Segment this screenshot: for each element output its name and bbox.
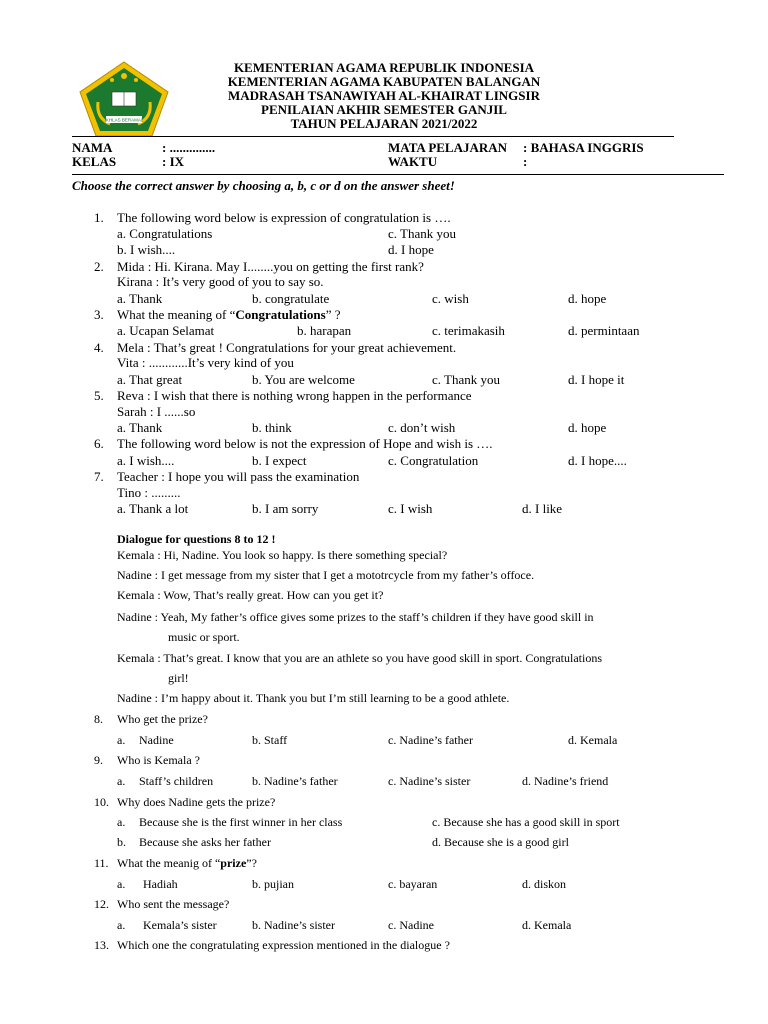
dialogue-line: Reva : I wish that there is nothing wrong happen in the performance — [117, 388, 472, 403]
dialogue-title: Dialogue for questions 8 to 12 ! — [117, 532, 276, 546]
header-line-5: TAHUN PELAJARAN 2021/2022 — [290, 116, 478, 131]
question-number: 11. — [94, 856, 109, 870]
kelas-value: : IX — [162, 154, 185, 169]
option-c: c. Nadine’s sister — [388, 774, 471, 788]
dialogue-line: music or sport. — [168, 630, 240, 644]
option-a-letter: a. — [117, 918, 126, 932]
option-d: d. hope — [568, 420, 607, 435]
option-c: c. I wish — [388, 501, 433, 516]
question-text: Who is Kemala ? — [117, 753, 200, 767]
option-d: d. I hope — [388, 242, 434, 257]
question-text: Which one the congratulating expression mentioned in the dialogue ? — [117, 938, 450, 952]
header-divider — [72, 136, 674, 137]
option-b: b. Nadine’s father — [252, 774, 338, 788]
option-a-letter: a. — [117, 733, 126, 747]
question-number: 6. — [94, 436, 104, 451]
option-a: a. Ucapan Selamat — [117, 323, 215, 338]
option-a: a. Thank — [117, 420, 163, 435]
dialogue-line: Teacher : I hope you will pass the examination — [117, 469, 360, 484]
dialogue-line: Kemala : Hi, Nadine. You look so happy. Is there something special? — [117, 548, 448, 562]
header-line-3: MADRASAH TSANAWIYAH AL-KHAIRAT LINGSIR — [228, 88, 540, 103]
question-number: 1. — [94, 210, 104, 225]
question-number: 5. — [94, 388, 104, 403]
option-b: b. congratulate — [252, 291, 330, 306]
question-number: 13. — [94, 938, 109, 952]
question-number: 4. — [94, 340, 104, 355]
question-number: 10. — [94, 795, 109, 809]
option-b: b. think — [252, 420, 292, 435]
option-b: Because she asks her father — [139, 835, 271, 849]
option-d: d. I like — [522, 501, 563, 516]
option-d: d. I hope it — [568, 372, 625, 387]
header-line-2: KEMENTERIAN AGAMA KABUPATEN BALANGAN — [227, 74, 541, 89]
question-number: 7. — [94, 469, 104, 484]
option-c: c. bayaran — [388, 877, 438, 891]
question-number: 3. — [94, 307, 104, 322]
dialogue-line: Kirana : It’s very good of you to say so. — [117, 274, 324, 289]
option-a: a. That great — [117, 372, 183, 387]
nama-label: NAMA — [72, 140, 113, 155]
nama-value: : .............. — [162, 140, 216, 155]
option-a: Hadiah — [143, 877, 178, 891]
option-b: b. harapan — [297, 323, 352, 338]
question-number: 12. — [94, 897, 109, 911]
dialogue-line: girl! — [168, 671, 189, 685]
question-number: 9. — [94, 753, 103, 767]
question-text: What the meanig of “prize”? — [117, 856, 257, 870]
option-d: d. Nadine’s friend — [522, 774, 609, 788]
option-d: d. Kemala — [522, 918, 572, 932]
option-a: Because she is the first winner in her class — [139, 815, 343, 829]
dialogue-line: Kemala : That’s great. I know that you are an athlete so you have good skill in sport. Congratulations — [117, 651, 603, 665]
option-a-letter: a. — [117, 815, 126, 829]
option-b-letter: b. — [117, 835, 126, 849]
option-b: b. Nadine’s sister — [252, 918, 335, 932]
dialogue-line: Kemala : Wow, That’s really great. How can you get it? — [117, 588, 384, 602]
option-c: c. Thank you — [388, 226, 456, 241]
option-a-letter: a. — [117, 774, 126, 788]
option-c: c. Nadine’s father — [388, 733, 473, 747]
option-b: b. I am sorry — [252, 501, 319, 516]
question-text: The following word below is not the expression of Hope and wish is …. — [117, 436, 493, 451]
option-d: d. Because she is a good girl — [432, 835, 569, 849]
option-b: b. Staff — [252, 733, 288, 747]
option-a: a. I wish.... — [117, 453, 175, 468]
option-c: c. don’t wish — [388, 420, 456, 435]
option-b: b. I wish.... — [117, 242, 176, 257]
option-b: b. I expect — [252, 453, 307, 468]
dialogue-line: Nadine : I get message from my sister that I get a mototrcycle from my father’s offoce. — [117, 568, 535, 582]
option-c: c. Nadine — [388, 918, 434, 932]
question-text: Why does Nadine gets the prize? — [117, 795, 276, 809]
option-a: Staff’s children — [139, 774, 214, 788]
option-c: c. wish — [432, 291, 469, 306]
option-a: a. Congratulations — [117, 226, 213, 241]
dialogue-line: Sarah : I ......so — [117, 404, 196, 419]
mapel-value: : BAHASA INGGRIS — [523, 140, 644, 155]
question-text: Who get the prize? — [117, 712, 208, 726]
question-number: 2. — [94, 259, 104, 274]
option-d: d. diskon — [522, 877, 567, 891]
option-d: d. Kemala — [568, 733, 618, 747]
header-line-4: PENILAIAN AKHIR SEMESTER GANJIL — [261, 102, 507, 117]
svg-text:IKHLAS BERAMAL: IKHLAS BERAMAL — [104, 117, 144, 123]
question-number: 8. — [94, 712, 103, 726]
question-text: Who sent the message? — [117, 897, 230, 911]
option-a: Kemala’s sister — [143, 918, 217, 932]
dialogue-line: Mela : That’s great ! Congratulations for your great achievement. — [117, 340, 457, 355]
instruction: Choose the correct answer by choosing a, b, c or d on the answer sheet! — [72, 178, 455, 193]
option-c: c. terimakasih — [432, 323, 505, 338]
option-c: c. Congratulation — [388, 453, 479, 468]
kelas-label: KELAS — [72, 154, 117, 169]
option-b: b. You are welcome — [252, 372, 355, 387]
option-d: d. permintaan — [568, 323, 640, 338]
dialogue-line: Tino : ......... — [117, 485, 181, 500]
waktu-label: WAKTU — [388, 154, 438, 169]
dialogue-line: Nadine : Yeah, My father’s office gives some prizes to the staff’s children if they have good skill in — [117, 610, 594, 624]
header-line-1: KEMENTERIAN AGAMA REPUBLIK INDONESIA — [233, 60, 535, 75]
option-c: c. Because she has a good skill in sport — [432, 815, 620, 829]
identity-divider — [72, 174, 724, 175]
dialogue-line: Nadine : I’m happy about it. Thank you but I’m still learning to be a good athlete. — [117, 691, 510, 705]
option-a: Nadine — [139, 733, 174, 747]
waktu-value: : — [523, 154, 528, 169]
dialogue-line: Vita : ............It’s very kind of you — [117, 355, 294, 370]
option-a: a. Thank — [117, 291, 163, 306]
question-text: The following word below is expression of congratulation is …. — [117, 210, 451, 225]
question-text: What the meaning of “Congratulations” ? — [117, 307, 341, 322]
option-c: c. Thank you — [432, 372, 500, 387]
option-d: d. hope — [568, 291, 607, 306]
dialogue-line: Mida : Hi. Kirana. May I........you on getting the first rank? — [117, 259, 424, 274]
option-a-letter: a. — [117, 877, 126, 891]
option-a: a. Thank a lot — [117, 501, 189, 516]
option-d: d. I hope.... — [568, 453, 627, 468]
mapel-label: MATA PELAJARAN — [388, 140, 508, 155]
option-b: b. pujian — [252, 877, 294, 891]
